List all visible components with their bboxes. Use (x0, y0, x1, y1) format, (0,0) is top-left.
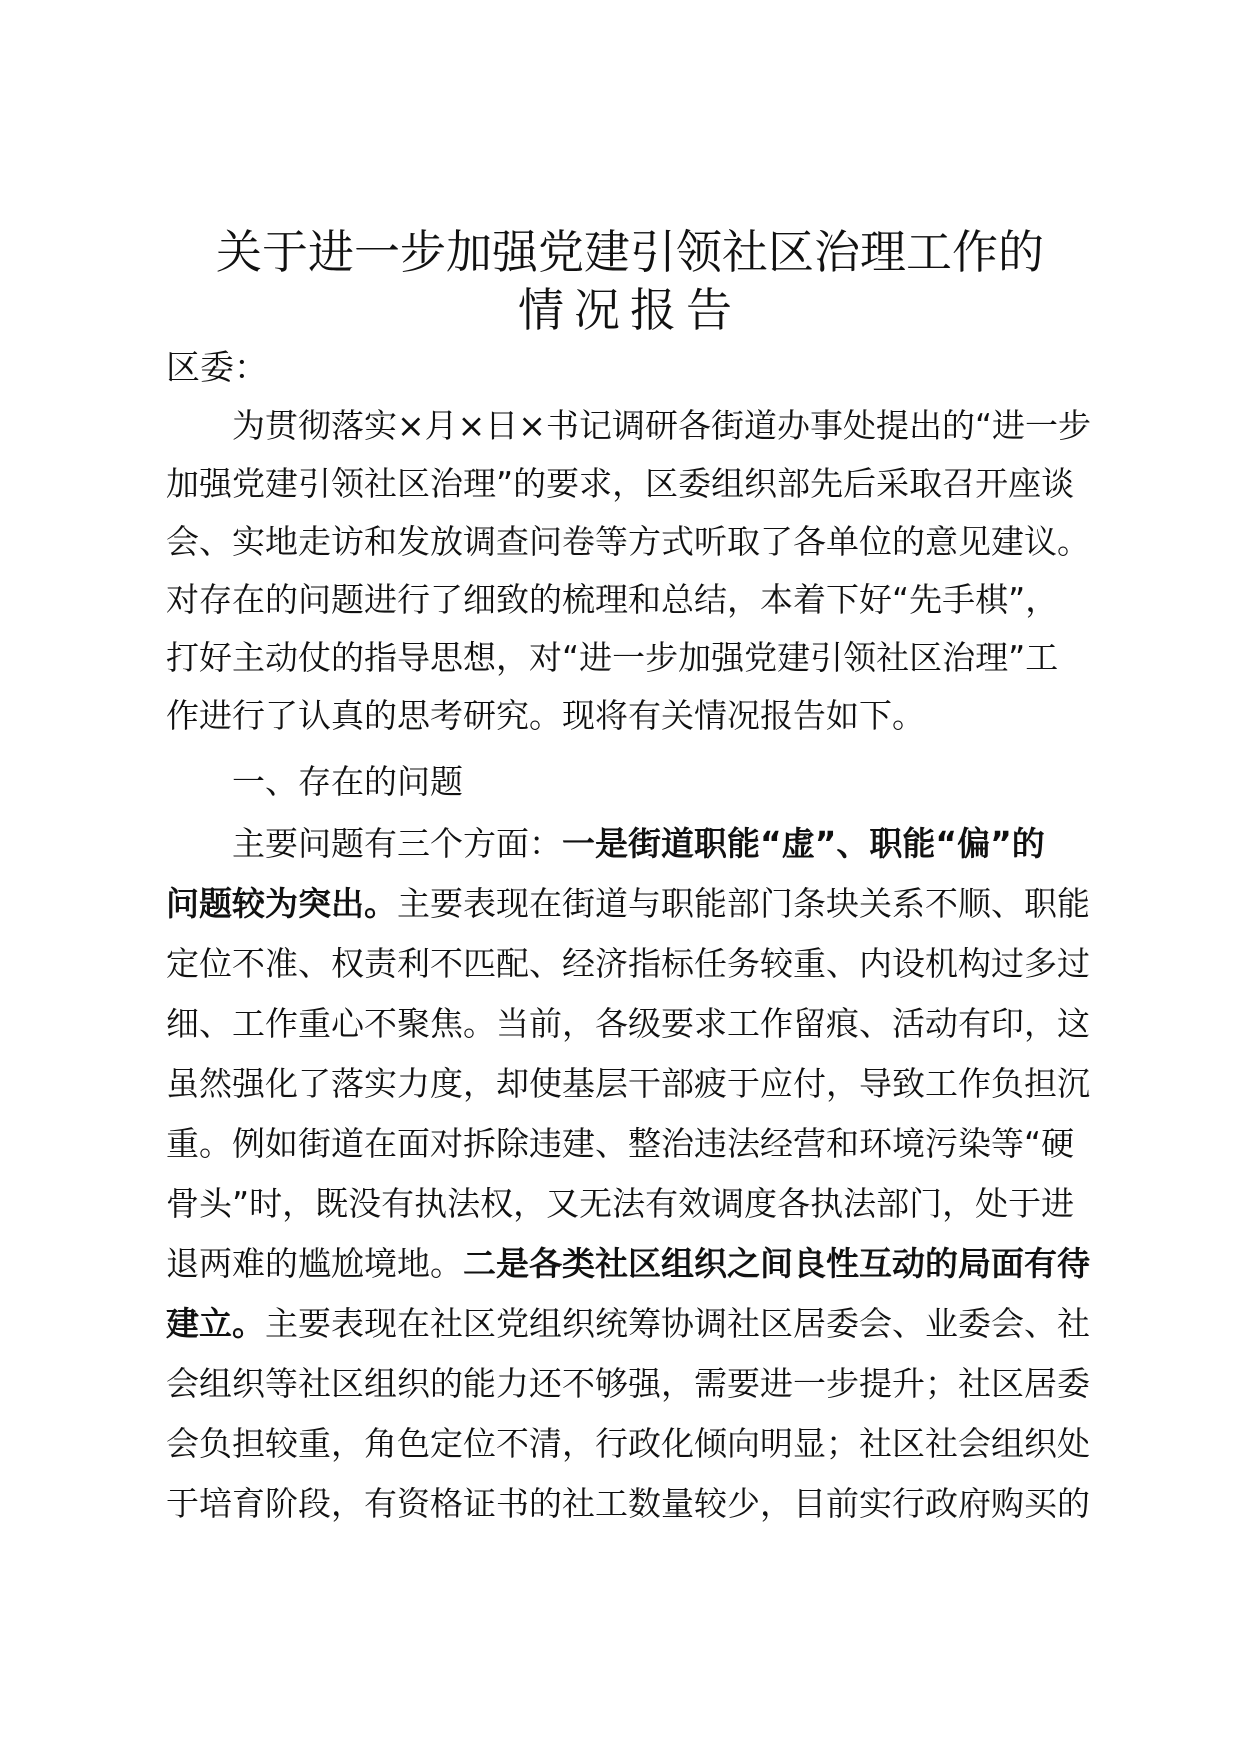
problems-line: 会组织等社区组织的能力还不够强，需要进一步提升；社区居委 (166, 1364, 1090, 1403)
problems-bold-text: 二是各类社区组织之间良性互动的局面有待 (463, 1244, 1090, 1283)
problems-line: 定位不准、权责利不匹配、经济指标任务较重、内设机构过多过 (166, 944, 1090, 983)
intro-line: 对存在的问题进行了细致的梳理和总结，本着下好“先手棋”， (166, 580, 1059, 619)
problems-line: 骨头”时，既没有执法权，又无法有效调度各执法部门，处于进 (166, 1184, 1075, 1223)
problems-text: 主要表现在社区党组织统筹协调社区居委会、业委会、社 (265, 1304, 1090, 1343)
report-title-line-2: 情况报告 (518, 283, 742, 337)
intro-line: 打好主动仗的指导思想，对“进一步加强党建引领社区治理”工 (166, 638, 1059, 677)
problems-line: 虽然强化了落实力度，却使基层干部疲于应付，导致工作负担沉 (166, 1064, 1090, 1103)
problems-line: 会负担较重，角色定位不清，行政化倾向明显；社区社会组织处 (166, 1424, 1090, 1463)
problems-bold-text: 问题较为突出。 (166, 884, 397, 923)
intro-line: 会、实地走访和发放调查问卷等方式听取了各单位的意见建议。 (166, 522, 1090, 561)
section-heading: 一、存在的问题 (232, 762, 463, 801)
problems-bold-text: 一是街道职能“虚”、职能“偏”的 (562, 824, 1045, 863)
problems-line (166, 884, 1090, 924)
problems-text: 退两难的尴尬境地。 (166, 1244, 463, 1283)
problems-text: 主要表现在街道与职能部门条块关系不顺、职能 (397, 884, 1090, 923)
intro-line: 作进行了认真的思考研究。现将有关情况报告如下。 (166, 696, 925, 735)
problems-line: 于培育阶段，有资格证书的社工数量较少，目前实行政府购买的 (166, 1484, 1090, 1523)
intro-line: 加强党建引领社区治理”的要求，区委组织部先后采取召开座谈 (166, 464, 1075, 503)
problems-line (166, 1304, 1090, 1344)
report-title-line-1: 关于进一步加强党建引领社区治理工作的 (216, 225, 1044, 279)
problems-line: 细、工作重心不聚焦。当前，各级要求工作留痕、活动有印，这 (166, 1004, 1090, 1043)
intro-line: 为贯彻落实×月×日×书记调研各街道办事处提出的“进一步 (232, 406, 1092, 445)
problems-bold-text: 建立。 (166, 1304, 265, 1343)
problems-line (232, 824, 1045, 864)
problems-line (166, 1244, 1090, 1284)
salutation: 区委： (166, 348, 268, 388)
problems-line: 重。例如街道在面对拆除违建、整治违法经营和环境污染等“硬 (166, 1124, 1075, 1163)
problems-text: 主要问题有三个方面： (232, 824, 562, 863)
